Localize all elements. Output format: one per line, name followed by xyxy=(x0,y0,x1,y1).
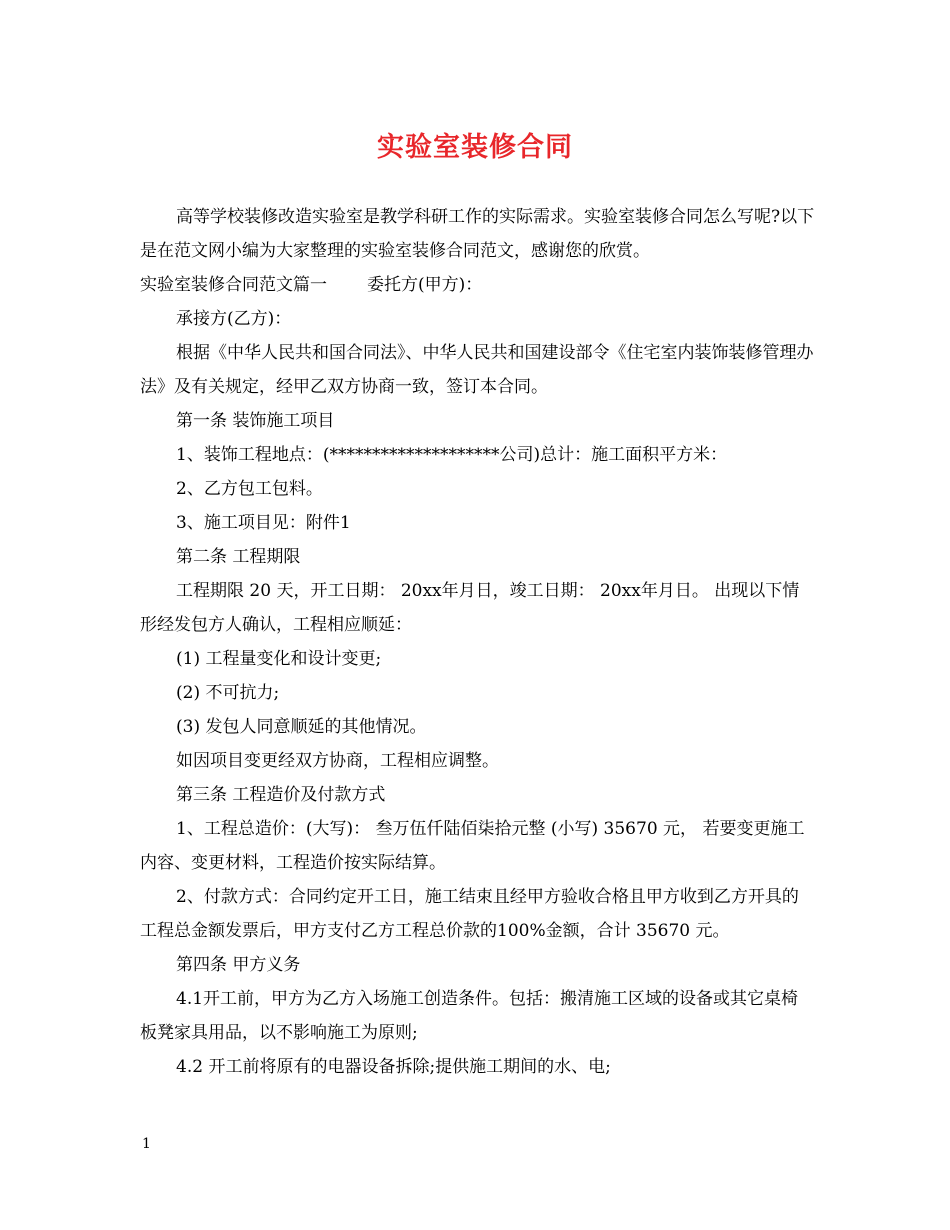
article-3-item-2: 2、付款方式：合同约定开工日，施工结束且经甲方验收合格且甲方收到乙方开具的工程总金额发票后，甲方支付乙方工程总价款的100%金额，合计 35670 元。 xyxy=(140,887,799,941)
article-1-item-2: 2、乙方包工包料。 xyxy=(176,479,323,499)
document-body xyxy=(140,200,815,1084)
article-1-item-3: 3、施工项目见：附件1 xyxy=(176,513,351,533)
intro-paragraph: 高等学校装修改造实验室是教学科研工作的实际需求。实验室装修合同怎么写呢?以下是在范文网小编为大家整理的实验室装修合同范文，感谢您的欣赏。 xyxy=(140,207,815,261)
document-title: 实验室装修合同 xyxy=(377,132,573,163)
article-4-item-1: 4.1开工前，甲方为乙方入场施工创造条件。包括：搬清施工区域的设备或其它桌椅板凳家具用品，以不影响施工为原则; xyxy=(140,989,799,1043)
article-2-case-1: (1) 工程量变化和设计变更; xyxy=(176,649,382,669)
client-party-label: 委托方(甲方)： xyxy=(367,275,483,295)
article-2-period-paragraph: 工程期限 20 天，开工日期： 20xx年月日，竣工日期： 20xx年月日。 出现以下情形经发包方人确认，工程相应顺延： xyxy=(140,581,800,635)
page-number: 1 xyxy=(142,1136,151,1152)
article-2-adjustment: 如因项目变更经双方协商，工程相应调整。 xyxy=(176,751,499,771)
legal-basis-paragraph: 根据《中华人民共和国合同法》、中华人民共和国建设部令《住宅室内装饰装修管理办法》及有关规定，经甲乙双方协商一致，签订本合同。 xyxy=(140,343,814,397)
article-3-item-1: 1、工程总造价：(大写)： 叁万伍仟陆佰柒拾元整 (小写) 35670 元， 若要变更施工内容、变更材料，工程造价按实际结算。 xyxy=(140,819,805,873)
sample-heading: 实验室装修合同范文篇一 xyxy=(140,275,327,295)
article-3-heading: 第三条 工程造价及付款方式 xyxy=(176,785,386,805)
article-1-item-1: 1、装饰工程地点：(********************公司)总计：施工面积平方米： xyxy=(176,445,728,465)
sample-heading-line xyxy=(140,268,815,302)
article-4-item-2: 4.2 开工前将原有的电器设备拆除;提供施工期间的水、电; xyxy=(176,1057,611,1077)
article-4-heading: 第四条 甲方义务 xyxy=(176,955,301,975)
article-1-heading: 第一条 装饰施工项目 xyxy=(176,411,335,431)
article-2-case-3: (3) 发包人同意顺延的其他情况。 xyxy=(176,717,427,737)
contractor-party-label: 承接方(乙方)： xyxy=(176,309,292,329)
article-2-case-2: (2) 不可抗力; xyxy=(176,683,280,703)
article-2-heading: 第二条 工程期限 xyxy=(176,547,301,567)
